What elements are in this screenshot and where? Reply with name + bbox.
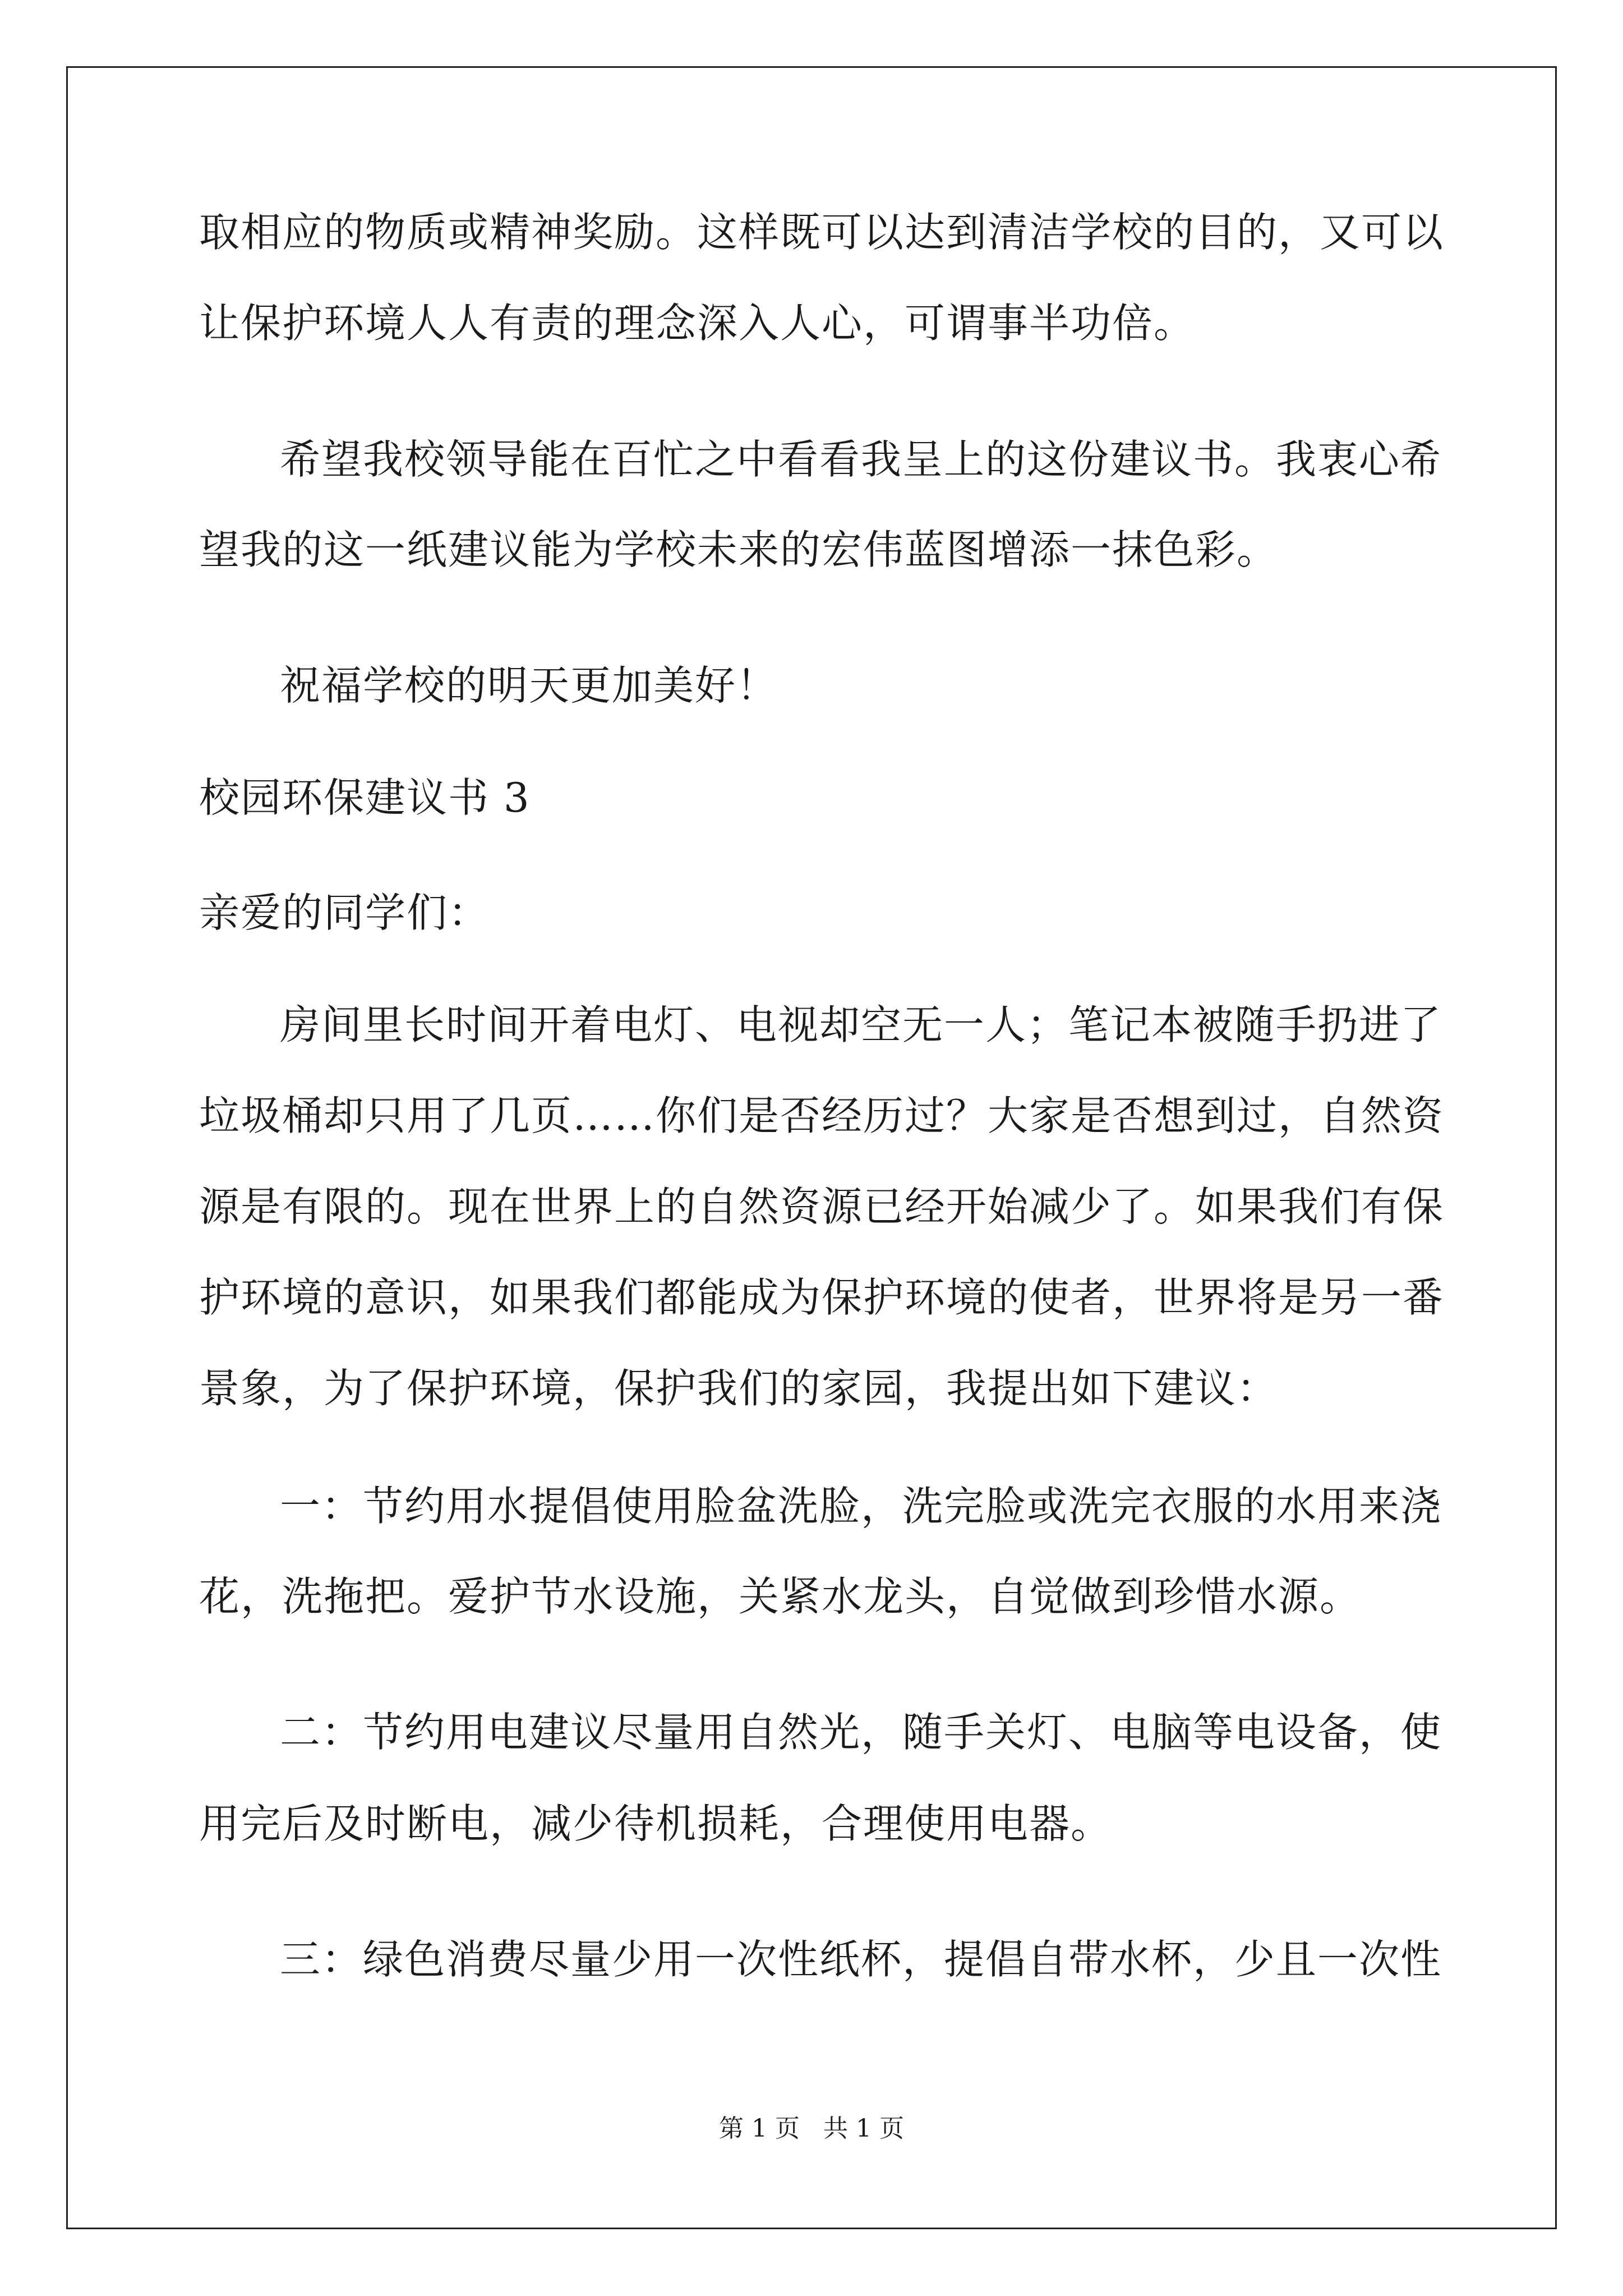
page-border [66,66,1557,2229]
paragraph-line: 花，洗拖把。爱护节水设施，关紧水龙头，自觉做到珍惜水源。 [199,1573,1362,1620]
paragraph-line: 一：节约用水提倡使用脸盆洗脸，洗完脸或洗完衣服的水用来浇 [280,1483,1442,1530]
paragraph-line: 祝福学校的明天更加美好！ [280,662,778,709]
paragraph-line: 垃圾桶却只用了几页……你们是否经历过？大家是否想到过，自然资 [199,1092,1445,1139]
paragraph-line: 望我的这一纸建议能为学校未来的宏伟蓝图增添一抹色彩。 [199,526,1279,573]
paragraph-line: 希望我校领导能在百忙之中看看我呈上的这份建议书。我衷心希 [280,436,1442,483]
page-number: 第 1 页 共 1 页 [719,2114,904,2143]
paragraph-line: 用完后及时断电，减少待机损耗，合理使用电器。 [199,1800,1113,1847]
paragraph-line: 二：节约用电建议尽量用自然光，随手关灯、电脑等电设备，使 [280,1709,1442,1756]
paragraph-line: 三：绿色消费尽量少用一次性纸杯，提倡自带水杯，少且一次性 [280,1936,1442,1983]
paragraph-line: 景象，为了保护环境，保护我们的家园，我提出如下建议： [199,1365,1279,1412]
paragraph-line: 房间里长时间开着电灯、电视却空无一人；笔记本被随手扔进了 [280,1001,1442,1048]
page-footer [0,2112,1623,2146]
paragraph-line: 让保护环境人人有责的理念深入人心，可谓事半功倍。 [199,300,1196,347]
paragraph-line: 取相应的物质或精神奖励。这样既可以达到清洁学校的目的，又可以 [199,209,1445,256]
paragraph-line: 源是有限的。现在世界上的自然资源已经开始减少了。如果我们有保 [199,1183,1445,1230]
paragraph-line: 护环境的意识，如果我们都能成为保护环境的使者，世界将是另一番 [199,1274,1445,1321]
salutation: 亲爱的同学们： [199,889,490,936]
section-heading: 校园环保建议书 3 [199,774,531,821]
